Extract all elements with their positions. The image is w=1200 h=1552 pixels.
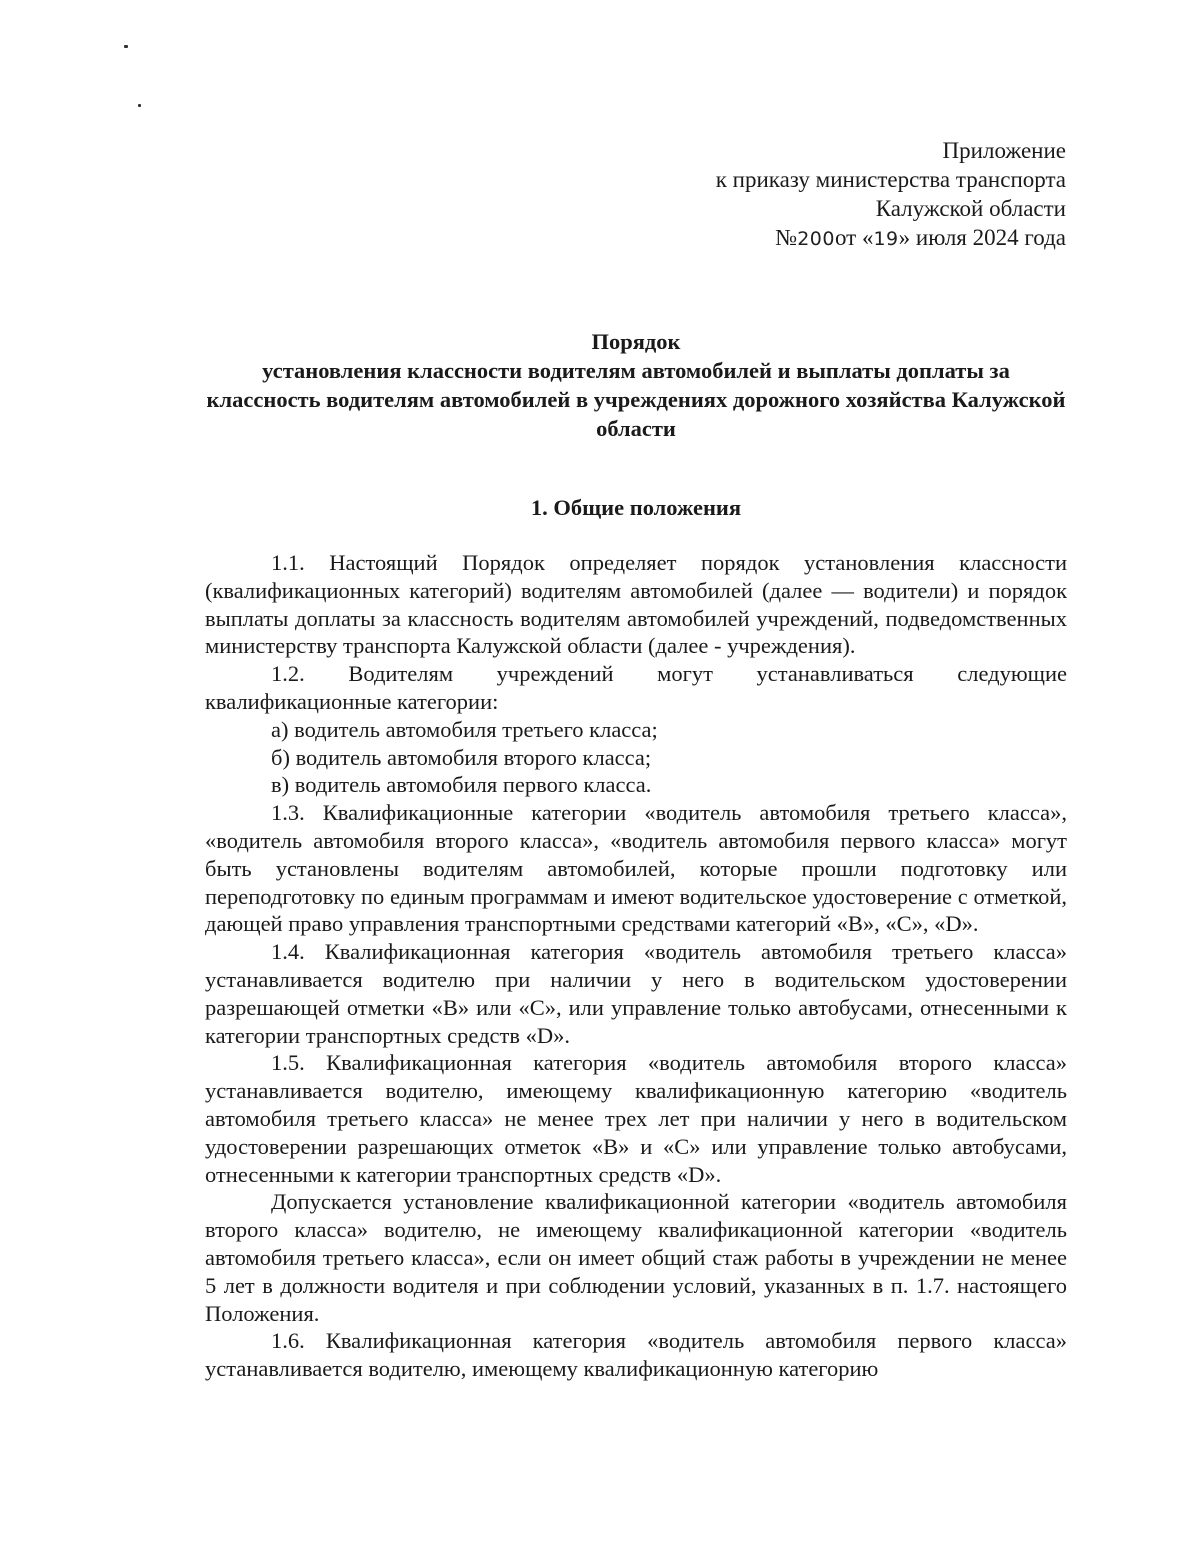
- document-title: [205, 327, 1067, 443]
- paragraph-1-5: 1.5. Квалификационная категория «водитель автомобиля второго класса» устанавливается водителю, имеющему квалификационную категорию «водитель автомобиля третьего класса» не менее трех лет при наличии у него в водительском удостоверении разрешающих отметок «B» и «C» или управление только автобусами, отнесенными к категории транспортных средств «D».: [205, 1050, 1067, 1187]
- appendix-block: [716, 136, 1066, 254]
- paragraph-1-1: 1.1. Настоящий Порядок определяет порядок установления классности (квалификационных категорий) водителям автомобилей (далее — водители) и порядок выплаты доплаты за классность водителям автомобилей учреждений, подведомственных министерству транспорта Калужской области (далее - учреждения).: [205, 550, 1067, 659]
- scan-speck: [138, 104, 141, 107]
- appendix-order-ref: к приказу министерства транспорта: [715, 167, 1066, 192]
- date-prefix: от «: [834, 225, 874, 250]
- title-subject: установления классности водителям автомобилей и выплаты доплаты за классность водителям автомобилей в учреждениях дорожного хозяйства Калужской области: [206, 358, 1066, 441]
- paragraph-1-3: 1.3. Квалификационные категории «водитель автомобиля третьего класса», «водитель автомобиля второго класса», «водитель автомобиля первого класса» могут быть установлены водителям автомобилей, которые прошли подготовку или переподготовку по единым программам и имеют водительское удостоверение с отметкой, дающей право управления транспортными средствами категорий «B», «C», «D».: [205, 800, 1067, 937]
- list-item-b: б) водитель автомобиля второго класса;: [271, 744, 652, 770]
- appendix-number-date: [716, 223, 1066, 254]
- number-prefix: №: [775, 225, 798, 250]
- scan-speck: [124, 45, 128, 48]
- date-suffix: » июля 2024 года: [898, 225, 1066, 250]
- handwritten-day: 19: [873, 228, 899, 250]
- paragraph-1-5-note: Допускается установление квалификационной категории «водитель автомобиля второго класса» водителю, не имеющему квалификационной категории «водитель автомобиля третьего класса», если он имеет общий стаж работы в учреждении не менее 5 лет в должности водителя и при соблюдении условий, указанных в п. 1.7. настоящего Положения.: [205, 1189, 1067, 1326]
- handwritten-number: 200: [797, 228, 835, 250]
- title-word: Порядок: [591, 329, 681, 354]
- appendix-region: Калужской области: [875, 196, 1066, 221]
- list-item-a: а) водитель автомобиля третьего класса;: [271, 716, 658, 742]
- paragraph-1-2: 1.2. Водителям учреждений могут устанавливаться следующие квалификационные категории:: [205, 661, 1067, 714]
- paragraph-1-6: 1.6. Квалификационная категория «водитель автомобиля первого класса» устанавливается водителю, имеющему квалификационную категорию: [205, 1328, 1067, 1382]
- list-item-c: в) водитель автомобиля первого класса.: [271, 772, 652, 798]
- document-body: [205, 549, 1067, 1383]
- appendix-title: Приложение: [942, 138, 1066, 163]
- paragraph-1-4: 1.4. Квалификационная категория «водитель автомобиля третьего класса» устанавливается водителю при наличии у него в водительском удостоверении разрешающей отметки «B» или «C», или управление только автобусами, отнесенными к категории транспортных средств «D».: [205, 939, 1067, 1048]
- section-heading: 1. Общие положения: [530, 495, 742, 520]
